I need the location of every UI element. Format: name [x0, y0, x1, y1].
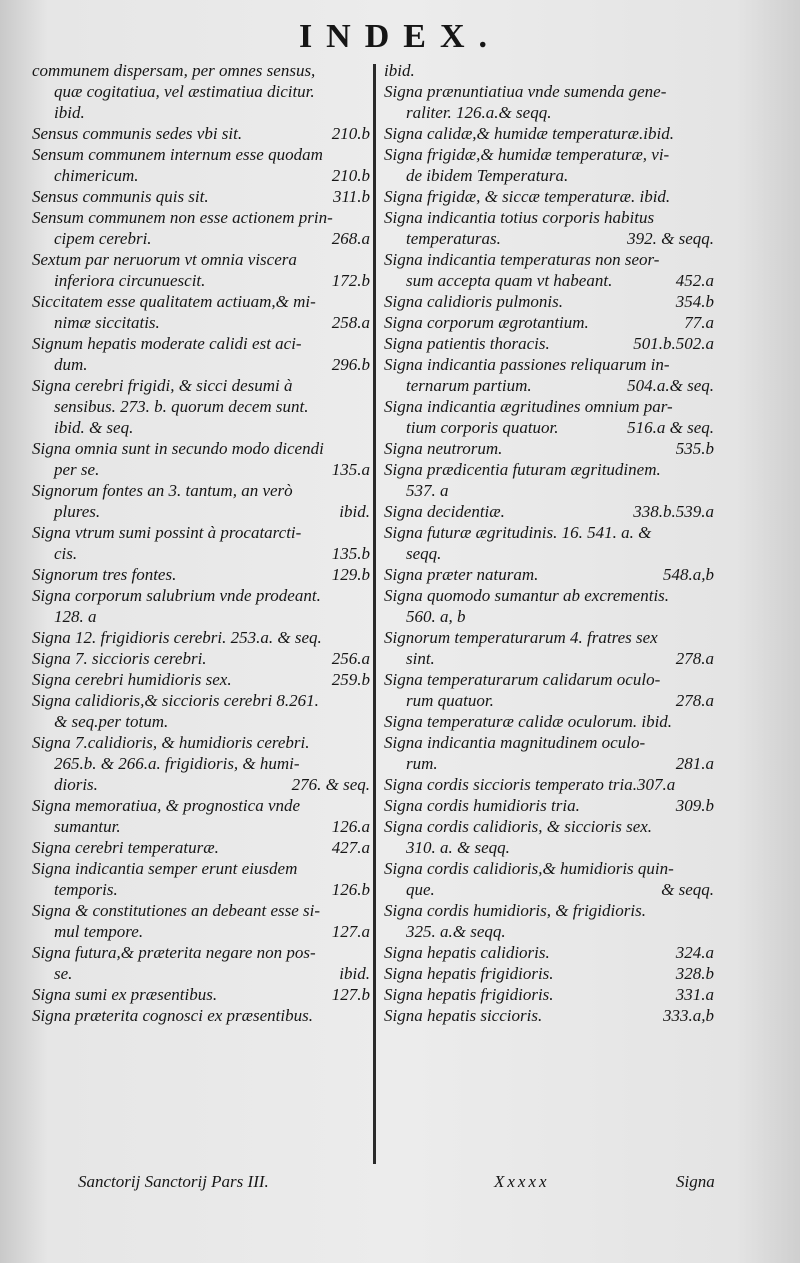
- right-column: [384, 60, 714, 1026]
- entry-line: [384, 165, 714, 186]
- entry-text: 310. a. & seqq.: [406, 838, 510, 857]
- page-reference: 338.b.539.a: [633, 502, 714, 521]
- entry-line: [32, 270, 370, 291]
- page-reference: 296.b: [331, 355, 370, 374]
- index-entry: [32, 207, 370, 249]
- entry-text: rum.: [406, 754, 438, 773]
- index-entry: [384, 1005, 714, 1026]
- entry-line: [384, 879, 714, 900]
- entry-line: [384, 606, 714, 627]
- entry-line: [32, 291, 370, 312]
- index-entry: [384, 207, 714, 249]
- index-entry: [384, 186, 714, 207]
- index-entry: [384, 312, 714, 333]
- entry-line: [384, 942, 714, 963]
- entry-text: Signa hepatis siccioris.: [384, 1006, 543, 1025]
- running-footer: Sanctorij Sanctorij Pars III.: [78, 1172, 269, 1191]
- index-entry: [384, 942, 714, 963]
- index-entry: [32, 858, 370, 900]
- entry-text: cipem cerebri.: [54, 229, 152, 248]
- catchword: Signa: [676, 1172, 715, 1191]
- entry-text: Signa omnia sunt in secundo modo dicendi: [32, 439, 324, 458]
- entry-text: plures.: [54, 502, 101, 521]
- entry-text: Signa indicantia passiones reliquarum in-: [384, 355, 670, 374]
- entry-line: [384, 123, 714, 144]
- entry-text: que.: [406, 880, 435, 899]
- entry-text: Signa cordis calidioris,& humidioris quin-: [384, 859, 674, 878]
- entry-text: Signa calidioris pulmonis.: [384, 292, 563, 311]
- entry-text: se.: [54, 964, 73, 983]
- page-reference: 548.a,b: [663, 565, 714, 584]
- entry-line: [32, 1005, 370, 1026]
- page-reference: 127.b: [331, 985, 370, 1004]
- entry-text: Signa temperaturæ calidæ oculorum. ibid.: [384, 712, 673, 731]
- entry-line: [32, 669, 370, 690]
- entry-line: [32, 501, 370, 522]
- entry-line: [384, 837, 714, 858]
- entry-line: [384, 711, 714, 732]
- page-reference: 135.b: [331, 544, 370, 563]
- page-reference: 452.a: [675, 271, 714, 290]
- entry-line: [32, 543, 370, 564]
- entry-line: [32, 522, 370, 543]
- entry-line: [384, 858, 714, 879]
- index-entry: [384, 900, 714, 942]
- index-entry: [384, 396, 714, 438]
- page-reference: 281.a: [675, 754, 714, 773]
- entry-text: sum accepta quam vt habeant.: [406, 271, 613, 290]
- entry-text: mul tempore.: [54, 922, 144, 941]
- index-entry: [384, 123, 714, 144]
- index-entry: [384, 522, 714, 564]
- page-header: INDEX.: [298, 18, 502, 55]
- entry-line: [32, 102, 370, 123]
- entry-line: [384, 249, 714, 270]
- index-entry: [384, 354, 714, 396]
- entry-text: Signorum temperaturarum 4. fratres sex: [384, 628, 658, 647]
- entry-line: [384, 732, 714, 753]
- entry-text: Signa cordis calidioris, & siccioris sex.: [384, 817, 653, 836]
- entry-line: [384, 753, 714, 774]
- index-entry: [384, 60, 714, 81]
- entry-line: [32, 312, 370, 333]
- entry-line: [32, 564, 370, 585]
- entry-text: rum quatuor.: [406, 691, 494, 710]
- index-entry: [32, 144, 370, 186]
- index-entry: [384, 732, 714, 774]
- entry-text: Signa indicantia magnitudinem oculo-: [384, 733, 646, 752]
- entry-line: [32, 228, 370, 249]
- entry-line: [384, 543, 714, 564]
- entry-text: Signorum fontes an 3. tantum, an verò: [32, 481, 293, 500]
- entry-line: [32, 60, 370, 81]
- page-reference: 278.a: [675, 691, 714, 710]
- page-reference: 126.b: [331, 880, 370, 899]
- entry-text: Signa corporum salubrium vnde prodeant.: [32, 586, 321, 605]
- entry-line: [384, 438, 714, 459]
- entry-line: [384, 270, 714, 291]
- entry-line: [32, 648, 370, 669]
- entry-text: Sensum communem non esse actionem prin-: [32, 208, 333, 227]
- entry-text: Signa decidentiæ.: [384, 502, 505, 521]
- entry-line: [384, 81, 714, 102]
- entry-line: [384, 459, 714, 480]
- entry-line: [384, 816, 714, 837]
- index-entry: [384, 669, 714, 711]
- entry-line: [384, 60, 714, 81]
- index-entry: [32, 480, 370, 522]
- entry-line: [32, 753, 370, 774]
- page-reference: 311.b: [333, 187, 370, 206]
- entry-text: 265.b. & 266.a. frigidioris, & humi-: [54, 754, 300, 773]
- entry-text: temperaturas.: [406, 229, 501, 248]
- page-reference: ibid.: [339, 502, 370, 521]
- entry-line: [384, 375, 714, 396]
- entry-text: sensibus. 273. b. quorum decem sunt.: [54, 397, 309, 416]
- entry-text: Signa hepatis frigidioris.: [384, 964, 554, 983]
- entry-text: Signa frigidæ, & siccæ temperaturæ. ibid.: [384, 187, 671, 206]
- entry-text: Signa prænuntiatiua vnde sumenda gene-: [384, 82, 667, 101]
- entry-line: [384, 480, 714, 501]
- index-entry: [32, 60, 370, 123]
- entry-line: [384, 354, 714, 375]
- entry-text: per se.: [54, 460, 100, 479]
- index-entry: [32, 627, 370, 648]
- index-entry: [32, 900, 370, 942]
- entry-line: [32, 123, 370, 144]
- entry-text: cis.: [54, 544, 78, 563]
- page-reference: 278.a: [675, 649, 714, 668]
- entry-text: Signa vtrum sumi possint à procatarcti-: [32, 523, 302, 542]
- entry-line: [32, 690, 370, 711]
- entry-text: 325. a.& seqq.: [406, 922, 506, 941]
- entry-text: Signa indicantia semper erunt eiusdem: [32, 859, 298, 878]
- page-reference: 331.a: [675, 985, 714, 1004]
- entry-text: chimericum.: [54, 166, 139, 185]
- entry-line: [32, 81, 370, 102]
- entry-text: Signa indicantia ægritudines omnium par-: [384, 397, 673, 416]
- entry-text: Signa cordis siccioris temperato tria.307.a: [384, 775, 676, 794]
- entry-text: Signa corporum ægrotantium.: [384, 313, 589, 332]
- entry-line: [32, 795, 370, 816]
- entry-line: [384, 774, 714, 795]
- entry-line: [384, 102, 714, 123]
- index-entry: [384, 438, 714, 459]
- index-entry: [32, 690, 370, 732]
- index-entry: [32, 795, 370, 837]
- signature-mark: Xxxxx: [494, 1172, 550, 1191]
- page-reference: 210.b: [331, 124, 370, 143]
- entry-text: Signa cerebri temperaturæ.: [32, 838, 219, 857]
- entry-line: [384, 1005, 714, 1026]
- index-entry: [32, 438, 370, 480]
- entry-text: Signa hepatis calidioris.: [384, 943, 550, 962]
- index-entry: [32, 186, 370, 207]
- page-reference: 354.b: [675, 292, 714, 311]
- entry-line: [32, 984, 370, 1005]
- index-entry: [32, 585, 370, 627]
- index-entry: [384, 627, 714, 669]
- index-entry: [384, 501, 714, 522]
- column-rule: [373, 64, 376, 1164]
- entry-line: [384, 501, 714, 522]
- entry-line: [384, 564, 714, 585]
- entry-line: [384, 186, 714, 207]
- entry-line: [384, 207, 714, 228]
- entry-text: Signa 12. frigidioris cerebri. 253.a. & seq.: [32, 628, 322, 647]
- page-reference: 77.a: [684, 313, 714, 332]
- index-entry: [32, 249, 370, 291]
- entry-text: Sensus communis sedes vbi sit.: [32, 124, 243, 143]
- index-entry: [32, 375, 370, 438]
- entry-text: Sensus communis quis sit.: [32, 187, 209, 206]
- page-reference: 127.a: [331, 922, 370, 941]
- entry-text: communem dispersam, per omnes sensus,: [32, 61, 316, 80]
- page-reference: 129.b: [331, 565, 370, 584]
- entry-line: [32, 459, 370, 480]
- entry-line: [32, 165, 370, 186]
- page-reference: 258.a: [331, 313, 370, 332]
- index-entry: [32, 942, 370, 984]
- page-reference: 309.b: [675, 796, 714, 815]
- page-reference: 501.b.502.a: [633, 334, 714, 353]
- index-entry: [32, 984, 370, 1005]
- entry-text: Signa patientis thoracis.: [384, 334, 550, 353]
- entry-text: temporis.: [54, 880, 118, 899]
- entry-text: Signa 7.calidioris, & humidioris cerebri.: [32, 733, 310, 752]
- entry-line: [384, 585, 714, 606]
- entry-line: [384, 963, 714, 984]
- entry-text: seqq.: [406, 544, 442, 563]
- entry-text: ternarum partium.: [406, 376, 532, 395]
- entry-line: [384, 795, 714, 816]
- entry-line: [384, 291, 714, 312]
- entry-text: Signa temperaturarum calidarum oculo-: [384, 670, 661, 689]
- index-entry: [384, 459, 714, 501]
- page-reference: 324.a: [675, 943, 714, 962]
- entry-text: Signa memoratiua, & prognostica vnde: [32, 796, 301, 815]
- entry-text: Signa præter naturam.: [384, 565, 539, 584]
- index-entry: [384, 984, 714, 1005]
- entry-line: [32, 333, 370, 354]
- entry-line: [32, 438, 370, 459]
- entry-text: Signa frigidæ,& humidæ temperaturæ, vi-: [384, 145, 670, 164]
- entry-text: 537. a: [406, 481, 449, 500]
- entry-line: [32, 249, 370, 270]
- entry-line: [32, 606, 370, 627]
- entry-line: [32, 396, 370, 417]
- entry-text: Signa neutrorum.: [384, 439, 503, 458]
- index-entry: [384, 81, 714, 123]
- entry-text: Signa hepatis frigidioris.: [384, 985, 554, 1004]
- entry-text: Signa quomodo sumantur ab excrementis.: [384, 586, 670, 605]
- entry-text: Sensum communem internum esse quodam: [32, 145, 323, 164]
- page-reference: 268.a: [331, 229, 370, 248]
- page-reference: & seqq.: [661, 880, 714, 899]
- page-reference: 126.a: [331, 817, 370, 836]
- index-entry: [32, 333, 370, 375]
- entry-text: tium corporis quatuor.: [406, 418, 559, 437]
- entry-text: sint.: [406, 649, 435, 668]
- entry-line: [384, 312, 714, 333]
- page-reference: 259.b: [331, 670, 370, 689]
- index-entry: [384, 564, 714, 585]
- entry-line: [384, 417, 714, 438]
- entry-line: [384, 984, 714, 1005]
- index-entry: [384, 249, 714, 291]
- entry-line: [384, 900, 714, 921]
- entry-line: [384, 228, 714, 249]
- entry-line: [32, 375, 370, 396]
- entry-line: [32, 900, 370, 921]
- index-entry: [384, 816, 714, 858]
- entry-line: [32, 186, 370, 207]
- page-reference: 276. & seq.: [291, 775, 370, 794]
- left-column: [32, 60, 370, 1026]
- entry-line: [32, 354, 370, 375]
- page-reference: 256.a: [331, 649, 370, 668]
- entry-text: ibid. & seq.: [54, 418, 134, 437]
- index-entry: [32, 648, 370, 669]
- entry-line: [32, 963, 370, 984]
- page-reference: 392. & seqq.: [627, 229, 714, 248]
- entry-line: [32, 732, 370, 753]
- page-reference: 516.a & seq.: [627, 418, 714, 437]
- entry-line: [32, 816, 370, 837]
- entry-text: Signa cerebri humidioris sex.: [32, 670, 232, 689]
- entry-line: [32, 144, 370, 165]
- entry-text: ibid.: [54, 103, 85, 122]
- entry-text: dioris.: [54, 775, 98, 794]
- entry-text: Signa calidæ,& humidæ temperaturæ.ibid.: [384, 124, 674, 143]
- entry-text: Signa sumi ex præsentibus.: [32, 985, 218, 1004]
- entry-text: Signa prædicentia futuram ægritudinem.: [384, 460, 661, 479]
- entry-text: 128. a: [54, 607, 97, 626]
- index-entry: [384, 333, 714, 354]
- entry-text: Signa præterita cognosci ex præsentibus.: [32, 1006, 313, 1025]
- entry-text: Signa futuræ ægritudinis. 16. 541. a. &: [384, 523, 652, 542]
- entry-line: [32, 858, 370, 879]
- index-entry: [32, 522, 370, 564]
- entry-text: Signa & constitutiones an debeant esse si-: [32, 901, 321, 920]
- index-entry: [384, 774, 714, 795]
- page-reference: 210.b: [331, 166, 370, 185]
- index-entry: [384, 711, 714, 732]
- entry-text: nimæ siccitatis.: [54, 313, 160, 332]
- entry-line: [32, 942, 370, 963]
- entry-line: [384, 396, 714, 417]
- entry-line: [32, 627, 370, 648]
- entry-text: de ibidem Temperatura.: [406, 166, 569, 185]
- page-reference: 135.a: [331, 460, 370, 479]
- entry-text: raliter. 126.a.& seqq.: [406, 103, 552, 122]
- entry-line: [32, 711, 370, 732]
- entry-line: [32, 837, 370, 858]
- index-entry: [32, 837, 370, 858]
- entry-line: [32, 480, 370, 501]
- entry-text: sumantur.: [54, 817, 121, 836]
- page-reference: 333.a,b: [663, 1006, 714, 1025]
- index-entry: [32, 564, 370, 585]
- entry-line: [32, 585, 370, 606]
- entry-line: [384, 669, 714, 690]
- entry-text: Signa cordis humidioris tria.: [384, 796, 580, 815]
- entry-line: [32, 774, 370, 795]
- entry-line: [32, 207, 370, 228]
- entry-text: ibid.: [384, 61, 415, 80]
- page-reference: 504.a.& seq.: [627, 376, 714, 395]
- entry-text: Signa 7. siccioris cerebri.: [32, 649, 207, 668]
- index-entry: [384, 585, 714, 627]
- entry-line: [384, 627, 714, 648]
- entry-text: Sextum par neruorum vt omnia viscera: [32, 250, 297, 269]
- entry-text: Signorum tres fontes.: [32, 565, 177, 584]
- entry-text: dum.: [54, 355, 88, 374]
- page-reference: 328.b: [675, 964, 714, 983]
- entry-text: Signa cerebri frigidi, & sicci desumi à: [32, 376, 293, 395]
- index-entry: [384, 963, 714, 984]
- entry-text: Signa indicantia totius corporis habitus: [384, 208, 655, 227]
- entry-text: Signum hepatis moderate calidi est aci-: [32, 334, 302, 353]
- entry-text: inferiora circunuescit.: [54, 271, 206, 290]
- entry-line: [384, 921, 714, 942]
- entry-line: [384, 690, 714, 711]
- entry-line: [384, 144, 714, 165]
- entry-text: & seq.per totum.: [54, 712, 169, 731]
- entry-text: Signa cordis humidioris, & frigidioris.: [384, 901, 646, 920]
- index-entry: [32, 732, 370, 795]
- entry-line: [384, 522, 714, 543]
- entry-line: [32, 879, 370, 900]
- entry-text: Signa calidioris,& siccioris cerebri 8.261.: [32, 691, 319, 710]
- page-reference: 172.b: [331, 271, 370, 290]
- index-entry: [32, 1005, 370, 1026]
- index-entry: [384, 291, 714, 312]
- index-entry: [32, 123, 370, 144]
- entry-line: [32, 921, 370, 942]
- index-entry: [384, 858, 714, 900]
- entry-line: [32, 417, 370, 438]
- page-reference: 427.a: [331, 838, 370, 857]
- entry-text: quæ cogitatiua, vel æstimatiua dicitur.: [54, 82, 315, 101]
- entry-line: [384, 648, 714, 669]
- entry-line: [384, 333, 714, 354]
- entry-text: Signa indicantia temperaturas non seor-: [384, 250, 660, 269]
- entry-text: 560. a, b: [406, 607, 466, 626]
- index-entry: [32, 291, 370, 333]
- entry-text: Siccitatem esse qualitatem actiuam,& mi-: [32, 292, 316, 311]
- page-reference: 535.b: [675, 439, 714, 458]
- entry-text: Signa futura,& præterita negare non pos-: [32, 943, 316, 962]
- index-entry: [384, 144, 714, 186]
- page-reference: ibid.: [339, 964, 370, 983]
- index-entry: [32, 669, 370, 690]
- index-entry: [384, 795, 714, 816]
